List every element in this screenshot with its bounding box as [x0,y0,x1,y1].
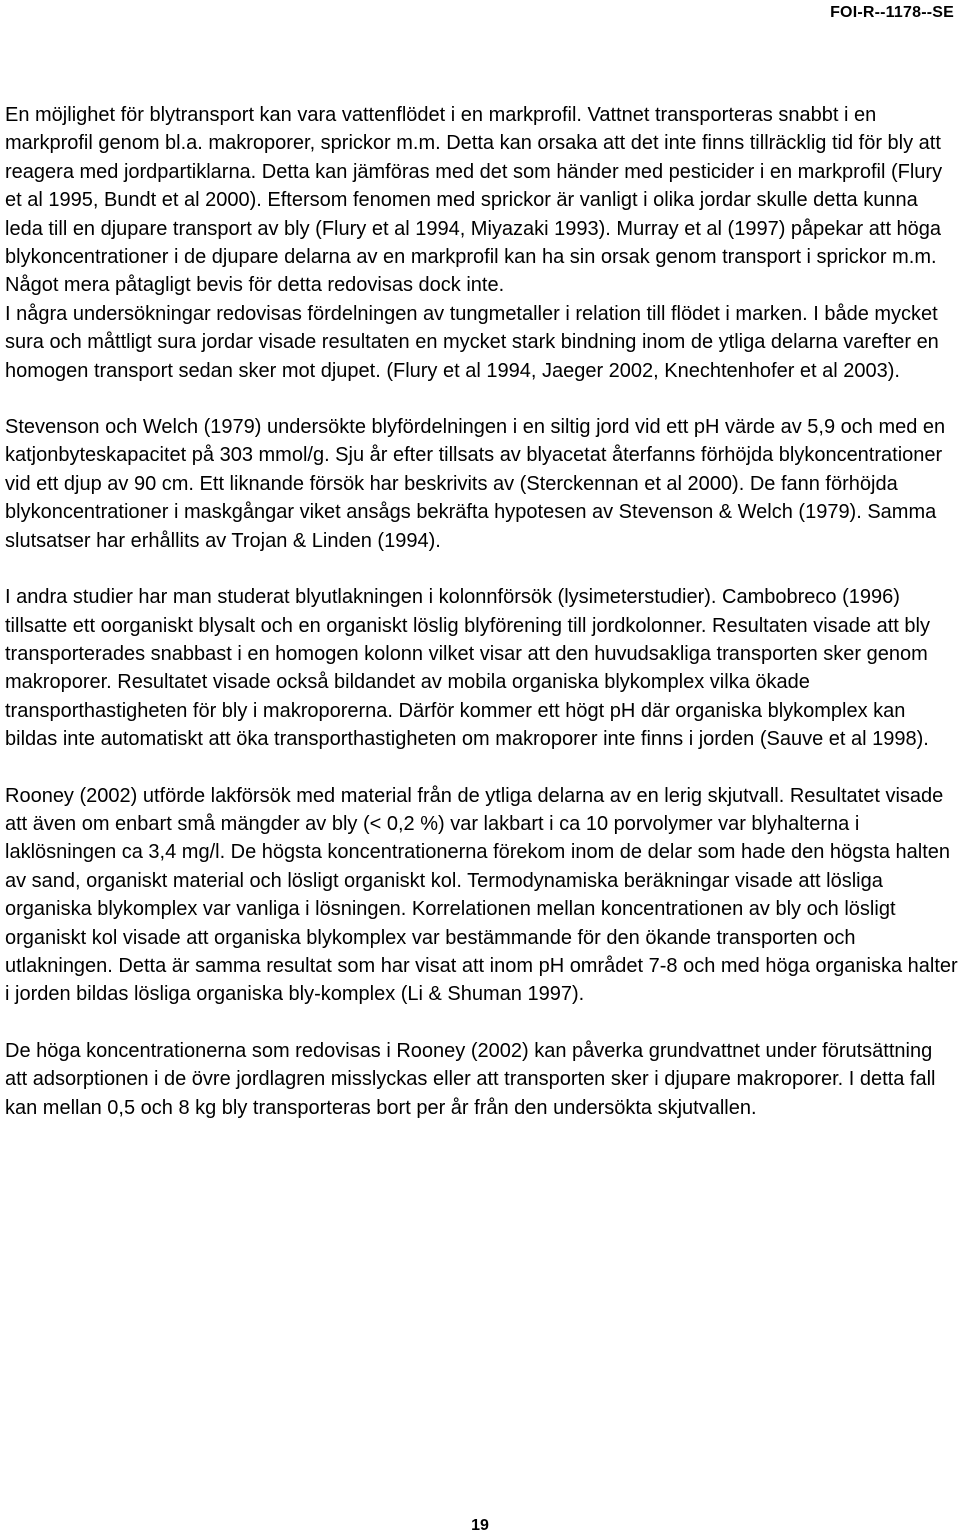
paragraph-5: Rooney (2002) utförde lakförsök med material från de ytliga delarna av en lerig skjutvall. Resultatet visade att även om enbart små mängder av bly (< 0,2 %) var lakbart i ca 10 porvolymer var blyhalterna i laklösningen ca 3,4 mg/l. De högsta koncentrationerna förekom inom de delar som hade den högsta halten av sand, organiskt material och lösligt organiskt kol. Termodynamiska beräkningar visade att lösliga organiska blykomplex var vanliga i lösningen. Korrelationen mellan koncentrationen av bly och lösligt organiskt kol visade att organiska blykomplex var bestämmande för den ökande transporten och utlakningen. Detta är samma resultat som har visat att inom pH området 7-8 och med höga organiska halter i jorden bildas lösliga organiska bly-komplex (Li & Shuman 1997). [5,784,958,1006]
paragraph-1: En möjlighet för blytransport kan vara vattenflödet i en markprofil. Vattnet transporteras snabbt i en markprofil genom bl.a. makroporer, sprickor m.m. Detta kan orsaka att det inte finns tillräcklig tid för bly att reagera med jordpartiklarna. Detta kan jämföras med det som händer med pesticider i en markprofil (Flury et al 1995, Bundt et al 2000). Eftersom fenomen med sprickor är vanligt i olika jordar skulle detta kunna leda till en djupare transport av bly (Flury et al 1994, Miyazaki 1993). Murray et al (1997) påpekar att höga blykoncentrationer i de djupare delarna av en markprofil kan ha sin orsak genom transport i sprickor m.m. Något mera påtagligt bevis för detta redovisas dock inte. [5,104,943,297]
document-id: FOI-R--1178--SE [830,4,954,21]
body-text [5,101,960,1122]
paragraph-6: De höga koncentrationerna som redovisas i Rooney (2002) kan påverka grundvattnet under förutsättning att adsorptionen i de övre jordlagren misslyckas eller att transporten sker i djupare makroporer. I detta fall kan mellan 0,5 och 8 kg bly transporteras bort per år från den undersökta skjutvallen. [5,1039,936,1119]
paragraph-3: Stevenson och Welch (1979) undersökte blyfördelningen i en siltig jord vid ett pH värde av 5,9 och med en katjonbyteskapacitet på 303 mmol/g. Sju år efter tillsats av blyacetat återfanns förhöjda blykoncentrationer vid ett djup av 90 cm. Ett liknande försök har beskrivits av (Sterckennan et al 2000). De fann förhöjda blykoncentrationer i maskgångar viket ansågs bekräfta hypotesen av Stevenson & Welch (1979). Samma slutsatser har erhållits av Trojan & Linden (1994). [5,416,946,552]
paragraph-2: I några undersökningar redovisas fördelningen av tungmetaller i relation till flödet i marken. I både mycket sura och måttligt sura jordar visade resultaten en mycket stark bindning inom de ytliga delarna varefter en homogen transport sedan sker mot djupet. (Flury et al 1994, Jaeger 2002, Knechtenhofer et al 2003). [5,302,939,382]
paragraph-4: I andra studier har man studerat blyutlakningen i kolonnförsök (lysimeterstudier). Cambobreco (1996) tillsatte ett oorganiskt blysalt och en organiskt löslig blyförening till jordkolonner. Resultaten visade att bly transporterades snabbast i en homogen kolonn vilket visar att den huvudsakliga transporten sker genom makroporer. Resultatet visade också bildandet av mobila organiska blykomplex vilka ökade transporthastigheten för bly i makroporerna. Därför kommer ett högt pH där organiska blykomplex kan bildas inte automatiskt att öka transporthastigheten om makroporer inte finns i jorden (Sauve et al 1998). [5,586,930,751]
page-number: 19 [471,1517,489,1534]
